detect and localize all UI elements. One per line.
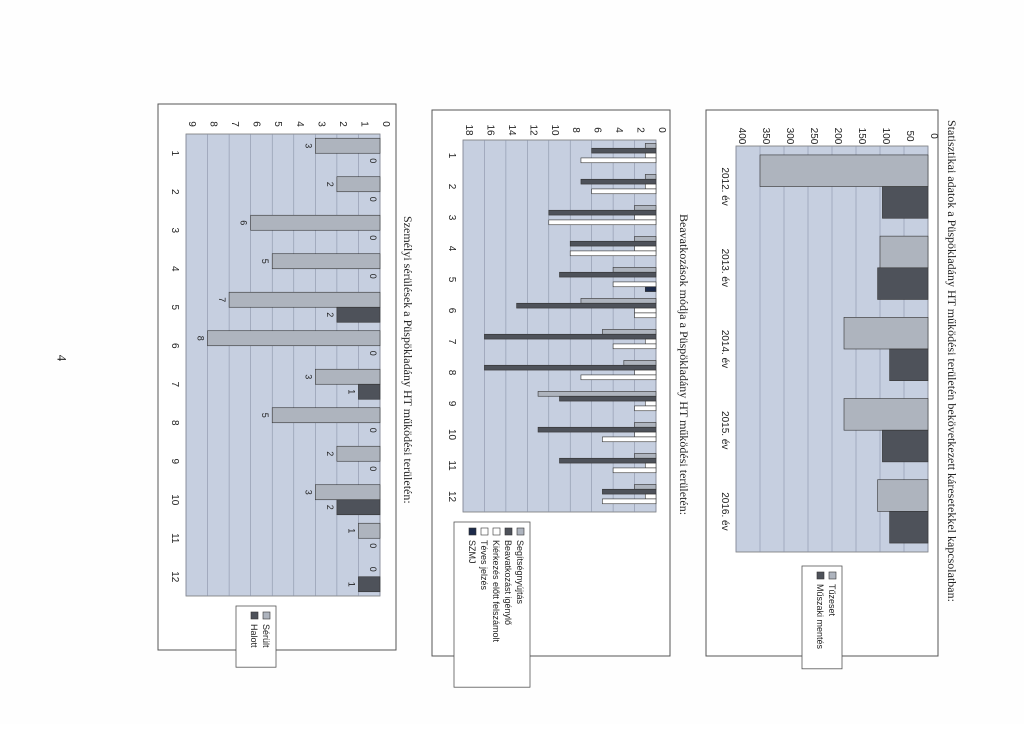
chart-title: Beavatkozások módja a Püspökladány HT működési területén: [677, 214, 691, 516]
category-tick-label: 11 [446, 460, 457, 471]
value-tick-label: 7 [229, 121, 241, 127]
category-tick-label: 10 [169, 494, 180, 506]
bar-Beavatkozást igénylő [538, 427, 656, 432]
chart-title: Statisztikai adatok a Püspökladány HT működési területén bekövetkezett káresetekkel kapcsolatban: [945, 120, 959, 602]
category-tick-label: 2 [169, 188, 180, 195]
value-tick-label: 1 [358, 121, 370, 127]
bar-Halott [337, 500, 380, 515]
bar-Beavatkozást igénylő [570, 241, 656, 246]
bar-Segítségnyújtás [613, 267, 656, 272]
bar-Segítségnyújtás [635, 236, 656, 241]
bar-Tűzeset [844, 317, 928, 349]
bar-Kiérkezés előtt felszámolt [635, 432, 656, 437]
category-tick-label: 4 [446, 245, 457, 252]
bar-Segítségnyújtás [635, 422, 656, 427]
category-tick-label: 9 [169, 458, 180, 465]
legend-swatch [517, 528, 524, 535]
value-tick-label: 2 [336, 121, 348, 127]
value-tick-label: 200 [832, 127, 843, 145]
bar-Műszaki mentés [890, 511, 928, 543]
bar-Tűzeset [880, 236, 928, 268]
legend-swatch [493, 528, 500, 535]
chart-2 [432, 110, 691, 687]
bar-Kiérkezés előtt felszámolt [645, 463, 656, 468]
legend-label: Tűzeset [827, 584, 837, 617]
bar-Segítségnyújtás [602, 329, 656, 334]
value-tick-label: 18 [463, 124, 474, 136]
value-tick-label: 8 [207, 121, 219, 127]
category-tick-label: 8 [169, 419, 180, 426]
bar-Sérült [315, 485, 380, 500]
bar-Sérült [315, 138, 380, 153]
bar-Sérült [208, 331, 380, 346]
category-tick-label: 11 [169, 533, 180, 544]
bar-Beavatkozást igénylő [484, 365, 656, 370]
legend-label: Téves jelzés [479, 540, 489, 591]
bar-SZMJ [645, 287, 656, 292]
bar-Sérült [229, 292, 380, 307]
bar-Segítségnyújtás [635, 453, 656, 458]
bar-Tűzeset [844, 399, 928, 431]
data-label: 0 [368, 427, 378, 433]
bar-Téves jelzés [602, 499, 656, 504]
bar-Beavatkozást igénylő [517, 303, 656, 308]
bar-Téves jelzés [581, 158, 656, 163]
value-tick-label: 250 [808, 127, 819, 145]
category-tick-label: 5 [169, 304, 180, 311]
legend-swatch [829, 572, 836, 579]
bar-Segítségnyújtás [645, 143, 656, 148]
bar-Téves jelzés [581, 375, 656, 380]
data-label: 2 [324, 504, 335, 510]
category-tick-label: 1 [446, 152, 457, 159]
data-label: 2 [324, 312, 335, 318]
value-tick-label: 9 [186, 121, 197, 127]
bar-Téves jelzés [635, 406, 656, 411]
data-label: 1 [346, 389, 357, 395]
category-tick-label: 2012. év [719, 167, 730, 206]
bar-Segítségnyújtás [581, 298, 656, 303]
legend-label: Segítségnyújtás [515, 540, 525, 605]
bar-Kiérkezés előtt felszámolt [645, 339, 656, 344]
bar-Beavatkozást igénylő [560, 458, 657, 463]
legend-label: Műszaki mentés [815, 584, 825, 650]
bar-Beavatkozást igénylő [560, 396, 657, 401]
value-tick-label: 4 [293, 121, 305, 127]
value-tick-label: 4 [613, 127, 625, 133]
data-label: 5 [260, 412, 271, 418]
bar-Sérült [251, 215, 380, 230]
value-tick-label: 300 [784, 127, 795, 145]
legend-swatch [481, 528, 488, 535]
category-tick-label: 2013. év [719, 248, 730, 287]
chart-title: Személyi sérülések a Püspökladány HT működési területén: [401, 216, 415, 504]
value-tick-label: 5 [272, 121, 284, 127]
legend-swatch [251, 612, 258, 619]
bar-Halott [337, 307, 380, 322]
data-label: 2 [324, 181, 335, 187]
value-tick-label: 12 [527, 124, 539, 136]
bar-Téves jelzés [635, 313, 656, 318]
chart-3 [158, 104, 415, 667]
bar-Műszaki mentés [882, 430, 928, 462]
legend-label: Halott [249, 624, 259, 648]
bar-Téves jelzés [549, 220, 656, 225]
bar-Kiérkezés előtt felszámolt [635, 308, 656, 313]
value-tick-label: 0 [928, 133, 939, 139]
value-tick-label: 350 [760, 127, 771, 145]
bar-Műszaki mentés [882, 187, 928, 219]
data-label: 3 [303, 143, 314, 149]
category-tick-label: 7 [446, 338, 457, 345]
category-tick-label: 6 [169, 342, 180, 349]
data-label: 3 [303, 374, 314, 380]
bar-Téves jelzés [613, 282, 656, 287]
data-label: 5 [260, 258, 271, 264]
data-label: 2 [324, 451, 335, 457]
value-tick-label: 150 [856, 127, 867, 145]
bar-Sérült [337, 177, 380, 192]
bar-Kiérkezés előtt felszámolt [635, 246, 656, 251]
bar-Segítségnyújtás [645, 174, 656, 179]
bar-Kiérkezés előtt felszámolt [635, 370, 656, 375]
value-tick-label: 16 [484, 124, 496, 136]
data-label: 0 [368, 158, 378, 164]
plot-area [186, 134, 380, 596]
value-tick-label: 10 [548, 124, 560, 136]
bar-Műszaki mentés [890, 349, 928, 381]
data-label: 1 [346, 581, 357, 587]
category-tick-label: 10 [446, 428, 457, 441]
bar-Beavatkozást igénylő [581, 179, 656, 184]
category-tick-label: 7 [169, 381, 180, 388]
data-label: 0 [368, 543, 378, 549]
data-label: 6 [238, 220, 249, 226]
category-tick-label: 8 [446, 369, 457, 376]
bar-Beavatkozást igénylő [484, 334, 656, 339]
legend-swatch [817, 572, 824, 579]
bar-Kiérkezés előtt felszámolt [645, 184, 656, 189]
bar-Téves jelzés [613, 344, 656, 349]
bar-Téves jelzés [602, 437, 656, 442]
bar-Sérült [337, 446, 380, 461]
bar-Beavatkozást igénylő [560, 272, 657, 277]
plot-area [463, 140, 656, 512]
category-tick-label: 4 [169, 265, 180, 272]
bar-Halott [358, 577, 380, 592]
bar-Segítségnyújtás [635, 484, 656, 489]
category-tick-label: 12 [446, 490, 457, 503]
value-tick-label: 100 [880, 127, 891, 145]
data-label: 7 [217, 297, 228, 303]
bar-Beavatkozást igénylő [602, 489, 656, 494]
value-tick-label: 0 [380, 121, 391, 127]
chart-1 [706, 110, 959, 669]
data-label: 3 [303, 489, 314, 495]
value-tick-label: 14 [505, 124, 517, 136]
category-tick-label: 1 [169, 150, 180, 157]
value-tick-label: 8 [570, 127, 582, 133]
legend-label: Beavatkozást igénylő [503, 540, 513, 626]
bar-Kiérkezés előtt felszámolt [635, 215, 656, 220]
bar-Műszaki mentés [878, 268, 928, 300]
bar-Sérült [315, 369, 380, 384]
data-label: 0 [368, 273, 378, 279]
category-tick-label: 6 [446, 307, 457, 314]
bar-Téves jelzés [592, 189, 656, 194]
page-number: 4 [54, 354, 70, 362]
bar-Tűzeset [878, 480, 928, 512]
bar-Kiérkezés előtt felszámolt [645, 494, 656, 499]
category-tick-label: 2 [446, 183, 457, 190]
legend-label: SZMJ [467, 540, 477, 564]
bar-Halott [358, 384, 380, 399]
data-label: 1 [346, 528, 357, 534]
bar-Téves jelzés [570, 251, 656, 256]
bar-Kiérkezés előtt felszámolt [645, 153, 656, 158]
value-tick-label: 50 [904, 130, 915, 142]
bar-Sérült [358, 523, 380, 538]
bar-Segítségnyújtás [635, 205, 656, 210]
legend-swatch [505, 528, 512, 535]
category-tick-label: 5 [446, 276, 457, 283]
data-label: 0 [368, 566, 378, 572]
category-tick-label: 9 [446, 400, 457, 407]
legend-swatch [263, 612, 270, 619]
category-tick-label: 3 [169, 227, 180, 234]
bar-Tűzeset [760, 155, 928, 187]
bar-Segítségnyújtás [624, 360, 656, 365]
data-label: 8 [195, 335, 206, 341]
bar-Kiérkezés előtt felszámolt [645, 401, 656, 406]
bar-Sérült [272, 408, 380, 423]
value-tick-label: 6 [591, 127, 603, 133]
category-tick-label: 12 [169, 571, 180, 583]
category-tick-label: 2014. év [719, 329, 730, 369]
category-tick-label: 2015. év [719, 411, 730, 450]
data-label: 0 [368, 350, 378, 356]
legend-swatch [469, 528, 476, 535]
value-tick-label: 2 [634, 127, 646, 133]
value-tick-label: 6 [250, 121, 262, 127]
bar-Sérült [272, 254, 380, 269]
legend-label: Sérült [261, 624, 271, 648]
bar-Beavatkozást igénylő [592, 148, 656, 153]
legend-label: Kiérkezés előtt felszámolt [491, 540, 501, 643]
data-label: 0 [368, 196, 378, 202]
category-tick-label: 2016. év [719, 492, 730, 531]
value-tick-label: 400 [736, 127, 747, 145]
bar-Téves jelzés [613, 468, 656, 473]
value-tick-label: 0 [656, 127, 667, 133]
value-tick-label: 3 [315, 121, 327, 127]
data-label: 0 [368, 466, 378, 472]
bar-Segítségnyújtás [538, 391, 656, 396]
data-label: 0 [368, 235, 378, 241]
bar-Beavatkozást igénylő [549, 210, 656, 215]
category-tick-label: 3 [446, 214, 457, 221]
